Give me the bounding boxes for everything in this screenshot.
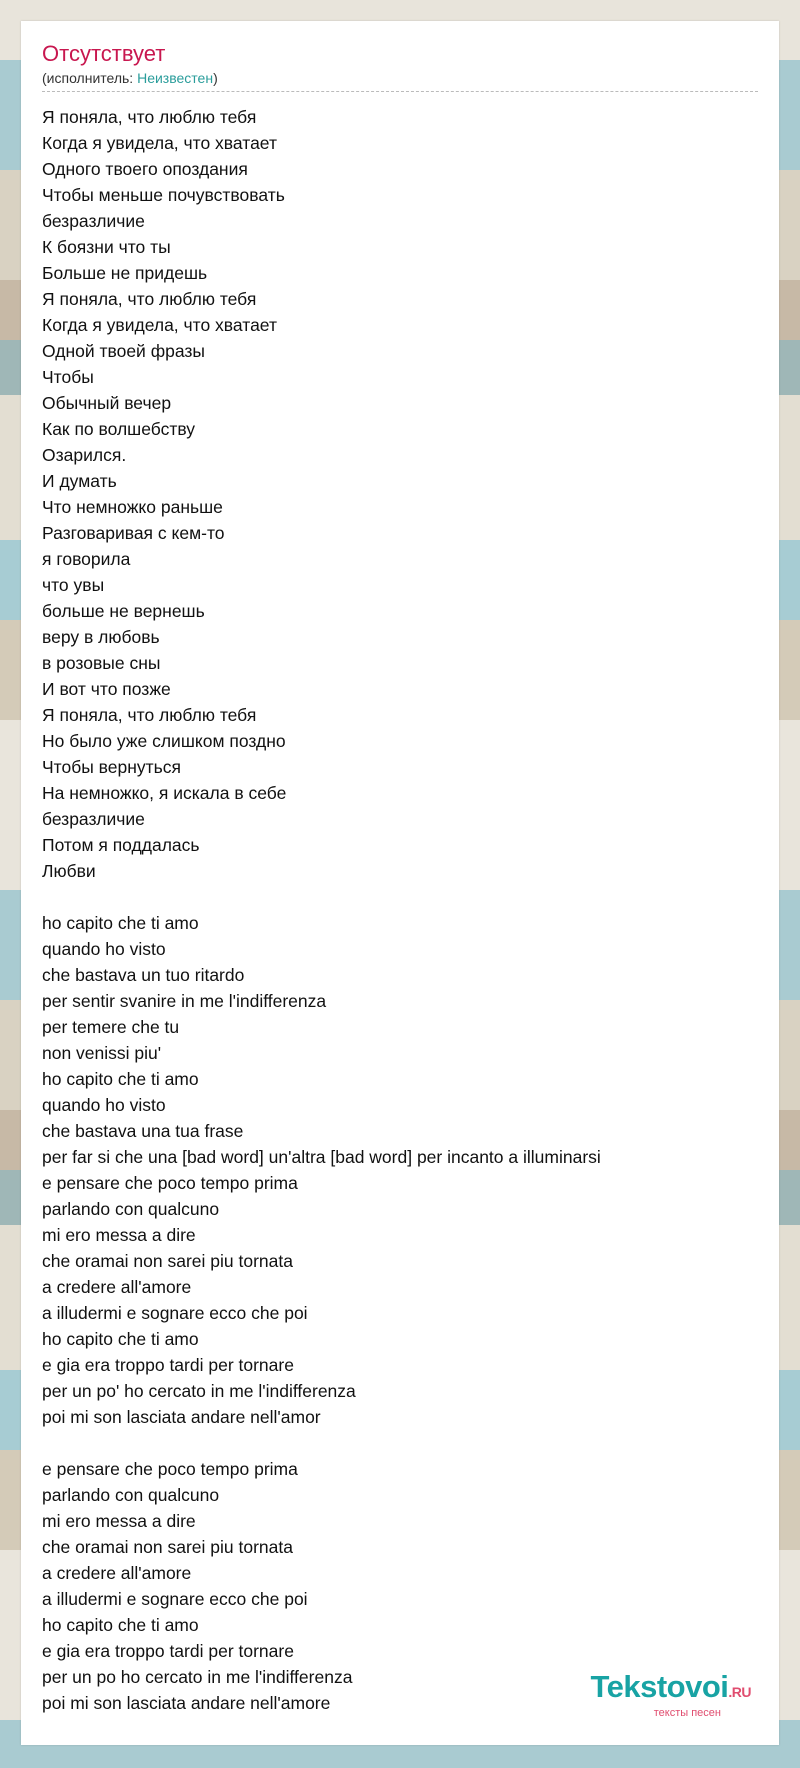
lyric-line: в розовые сны [42,653,161,673]
lyric-line: Чтобы вернуться [42,757,182,777]
lyric-line: ho capito che ti amo [42,1329,199,1349]
lyric-line: quando ho visto [42,1095,166,1115]
site-logo[interactable] [590,1669,751,1719]
lyric-line: Одного твоего опоздания [42,159,248,179]
lyric-line: a illudermi e sognare ecco che poi [42,1589,308,1609]
lyric-line: poi mi son lasciata andare nell'amore [42,1693,331,1713]
lyric-line: Я поняла, что люблю тебя [42,107,257,127]
lyric-line: per un po ho cercato in me l'indifferenza [42,1667,353,1687]
lyric-line: И вот что позже [42,679,171,699]
logo-name: Tekstovoi [590,1669,729,1704]
lyric-line: ho capito che ti amo [42,1069,199,1089]
artist-prefix: (исполнитель: [42,70,138,86]
lyric-line: che bastava una tua frase [42,1121,244,1141]
logo-tagline: тексты песен [653,1707,721,1719]
lyric-line: quando ho visto [42,939,166,959]
lyric-line: e gia era troppo tardi per tornare [42,1355,294,1375]
lyric-line: Обычный вечер [42,393,172,413]
lyric-line: Больше не придешь [42,263,208,283]
lyric-line: безразличие [42,211,145,231]
lyric-line: e pensare che poco tempo prima [42,1173,298,1193]
lyric-line: e gia era troppo tardi per tornare [42,1641,294,1661]
artist-suffix: ) [213,70,218,86]
lyric-line: a credere all'amore [42,1563,192,1583]
lyrics-card [21,21,779,1745]
lyric-line: Чтобы [42,367,94,387]
lyric-line: a illudermi e sognare ecco che poi [42,1303,308,1323]
lyric-line: безразличие [42,809,145,829]
lyric-line: per un po' ho cercato in me l'indifferenza [42,1381,356,1401]
lyric-line: К боязни что ты [42,237,171,257]
lyric-line: poi mi son lasciata andare nell'amor [42,1407,321,1427]
lyric-line: che bastava un tuo ritardo [42,965,245,985]
lyric-line: a credere all'amore [42,1277,192,1297]
lyric-line: что увы [42,575,105,595]
lyric-line: Когда я увидела, что хватает [42,133,277,153]
lyric-line: Потом я поддалась [42,835,200,855]
lyric-line: e pensare che poco tempo prima [42,1459,298,1479]
song-title: Отсутствует [42,41,166,66]
lyric-line: Чтобы меньше почувствовать [42,185,285,205]
lyric-line: Любви [42,861,96,881]
lyrics-text [42,104,758,1716]
lyric-line [42,1430,758,1456]
lyric-line: Я поняла, что люблю тебя [42,705,257,725]
lyric-line: che oramai non sarei piu tornata [42,1537,293,1557]
lyric-line: ho capito che ti amo [42,913,199,933]
lyric-line: ho capito che ti amo [42,1615,199,1635]
lyric-line: веру в любовь [42,627,160,647]
lyric-line: mi ero messa a dire [42,1225,196,1245]
lyric-line: non venissi piu' [42,1043,162,1063]
lyric-line: Я поняла, что люблю тебя [42,289,257,309]
lyric-line: per temere che tu [42,1017,180,1037]
lyric-line: Когда я увидела, что хватает [42,315,277,335]
artist-link[interactable]: Неизвестен [137,70,214,86]
lyric-line: parlando con qualcuno [42,1485,220,1505]
lyric-line [42,884,758,910]
song-header [42,41,758,92]
lyric-line: И думать [42,471,117,491]
artist-line [42,69,758,92]
lyric-line: Одной твоей фразы [42,341,205,361]
lyric-line: больше не вернешь [42,601,205,621]
lyric-line: Озарился. [42,445,127,465]
logo-tld: .RU [728,1684,751,1700]
lyric-line: per sentir svanire in me l'indifferenza [42,991,327,1011]
lyric-line: Что немножко раньше [42,497,223,517]
lyric-line: che oramai non sarei piu tornata [42,1251,293,1271]
lyric-line: Но было уже слишком поздно [42,731,286,751]
lyric-line: per far si che una [bad word] un'altra [bad word] per incanto a illuminarsi [42,1147,601,1167]
lyric-line: я говорила [42,549,131,569]
lyric-line: parlando con qualcuno [42,1199,220,1219]
lyric-line: Как по волшебству [42,419,196,439]
lyric-line: Разговаривая с кем-то [42,523,225,543]
lyric-line: На немножко, я искала в себе [42,783,287,803]
lyric-line: mi ero messa a dire [42,1511,196,1531]
